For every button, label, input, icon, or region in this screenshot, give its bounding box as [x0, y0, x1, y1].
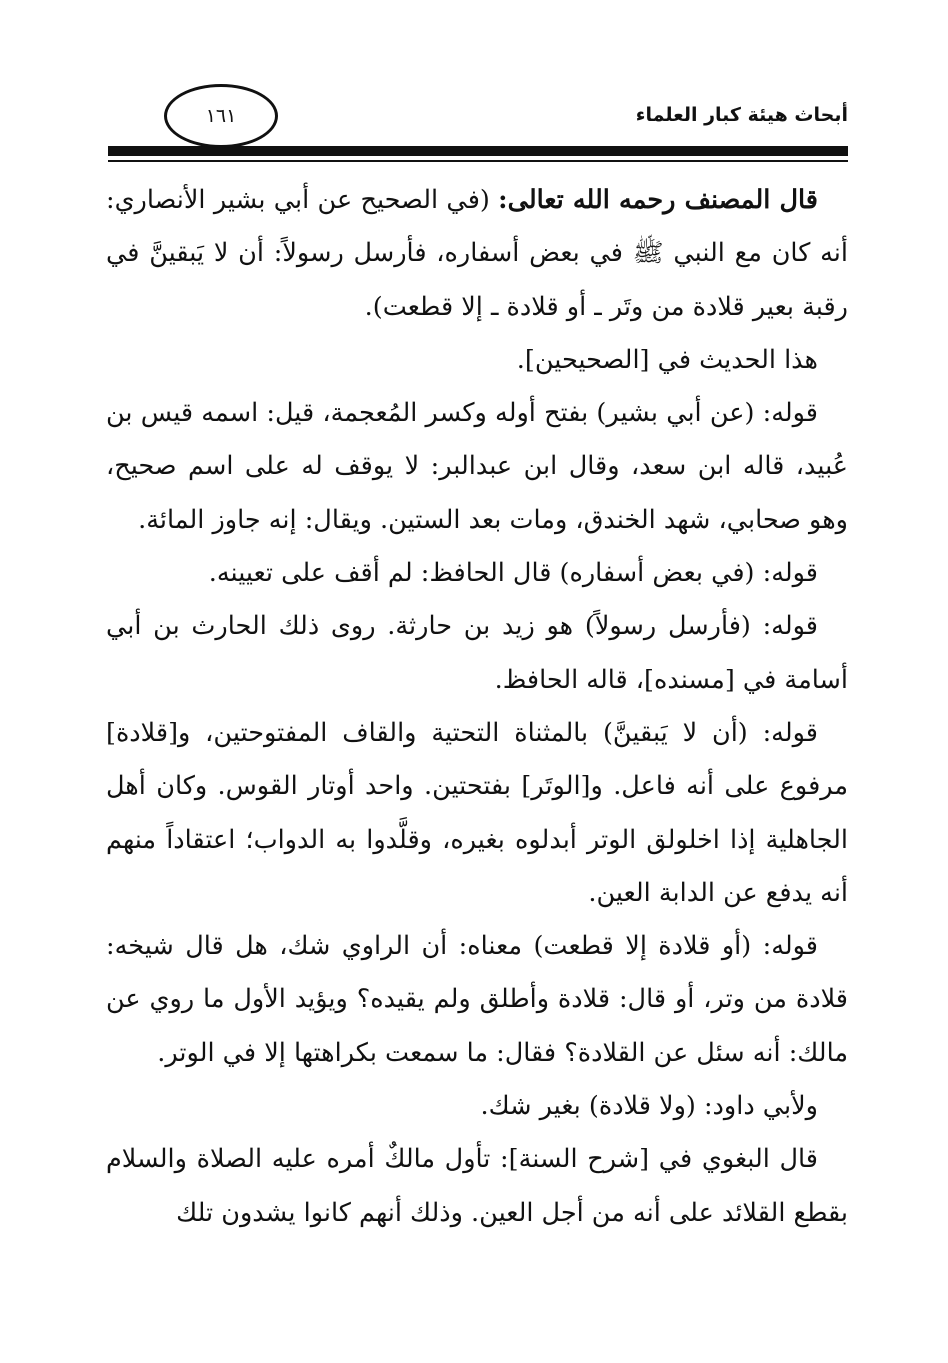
paragraph-4 — [106, 547, 848, 600]
paragraph-text: قوله: (في بعض أسفاره) قال الحافظ: لم أقف على تعيينه. — [208, 558, 818, 589]
paragraph-text: قوله: (عن أبي بشير) بفتح أوله وكسر المُعجمة، قيل: اسمه قيس بن عُبيد، قاله ابن سعد، وقال ابن عبدالبر: لا يوقف له على اسم صحيح، وهو صحابي، شهد الخندق، ومات بعد الستين. ويقال: إنه جاوز المائة. — [106, 398, 848, 535]
body-text — [106, 174, 848, 1240]
paragraph-1 — [106, 174, 848, 334]
paragraph-text: قوله: (فأرسل رسولاً) هو زيد بن حارثة. روى ذلك الحارث بن أبي أسامة في [مسنده]، قاله الحافظ. — [106, 611, 848, 695]
page-number: ١٦١ — [205, 105, 237, 127]
running-title: أبحاث هيئة كبار العلماء — [635, 104, 848, 126]
paragraph-text: ولأبي داود: (ولا قلادة) بغير شك. — [480, 1091, 818, 1122]
paragraph-text: هذا الحديث في [الصحيحين]. — [516, 344, 818, 375]
header-rule-thin — [108, 160, 848, 162]
paragraph-8 — [106, 1080, 848, 1133]
paragraph-text: قوله: (أن لا يَبقينَّ) بالمثناة التحتية والقاف المفتوحتين، و[قلادة] مرفوع على أنه فاعل. و[الوتَر] بفتحتين. واحد أوتار القوس. وكان أهل الجاهلية إذا اخلولق الوتر أبدلوه بغيره، وقلَّدوا به الدواب؛ اعتقاداً منهم أنه يدفع عن الدابة العين. — [106, 717, 848, 908]
paragraph-5 — [106, 600, 848, 707]
paragraph-text: (في الصحيح عن أبي بشير الأنصاري: أنه كان مع النبي ﷺ في بعض أسفاره، فأرسل رسولاً: أن لا يَبقينَّ في رقبة بعير قلادة من وتَر ـ أو قلادة ـ إلا قطعت). — [106, 185, 848, 322]
paragraph-9 — [106, 1133, 848, 1240]
page-number-badge — [164, 84, 278, 148]
page-header — [108, 84, 848, 164]
author-quote-lead: قال المصنف رحمه الله تعالى: — [498, 185, 818, 215]
paragraph-text: قوله: (أو قلادة إلا قطعت) معناه: أن الراوي شك، هل قال شيخه: قلادة من وتر، أو قال: قلادة وأطلق ولم يقيده؟ ويؤيد الأول ما روي عن مالك: أنه سئل عن القلادة؟ فقال: ما سمعت بكراهتها إلا في الوتر. — [106, 931, 848, 1068]
paragraph-2 — [106, 334, 848, 387]
paragraph-6 — [106, 707, 848, 920]
paragraph-7 — [106, 920, 848, 1080]
paragraph-text: قال البغوي في [شرح السنة]: تأول مالكٌ أمره عليه الصلاة والسلام بقطع القلائد على أنه من أجل العين. وذلك أنهم كانوا يشدون تلك — [106, 1144, 848, 1228]
paragraph-3 — [106, 387, 848, 547]
